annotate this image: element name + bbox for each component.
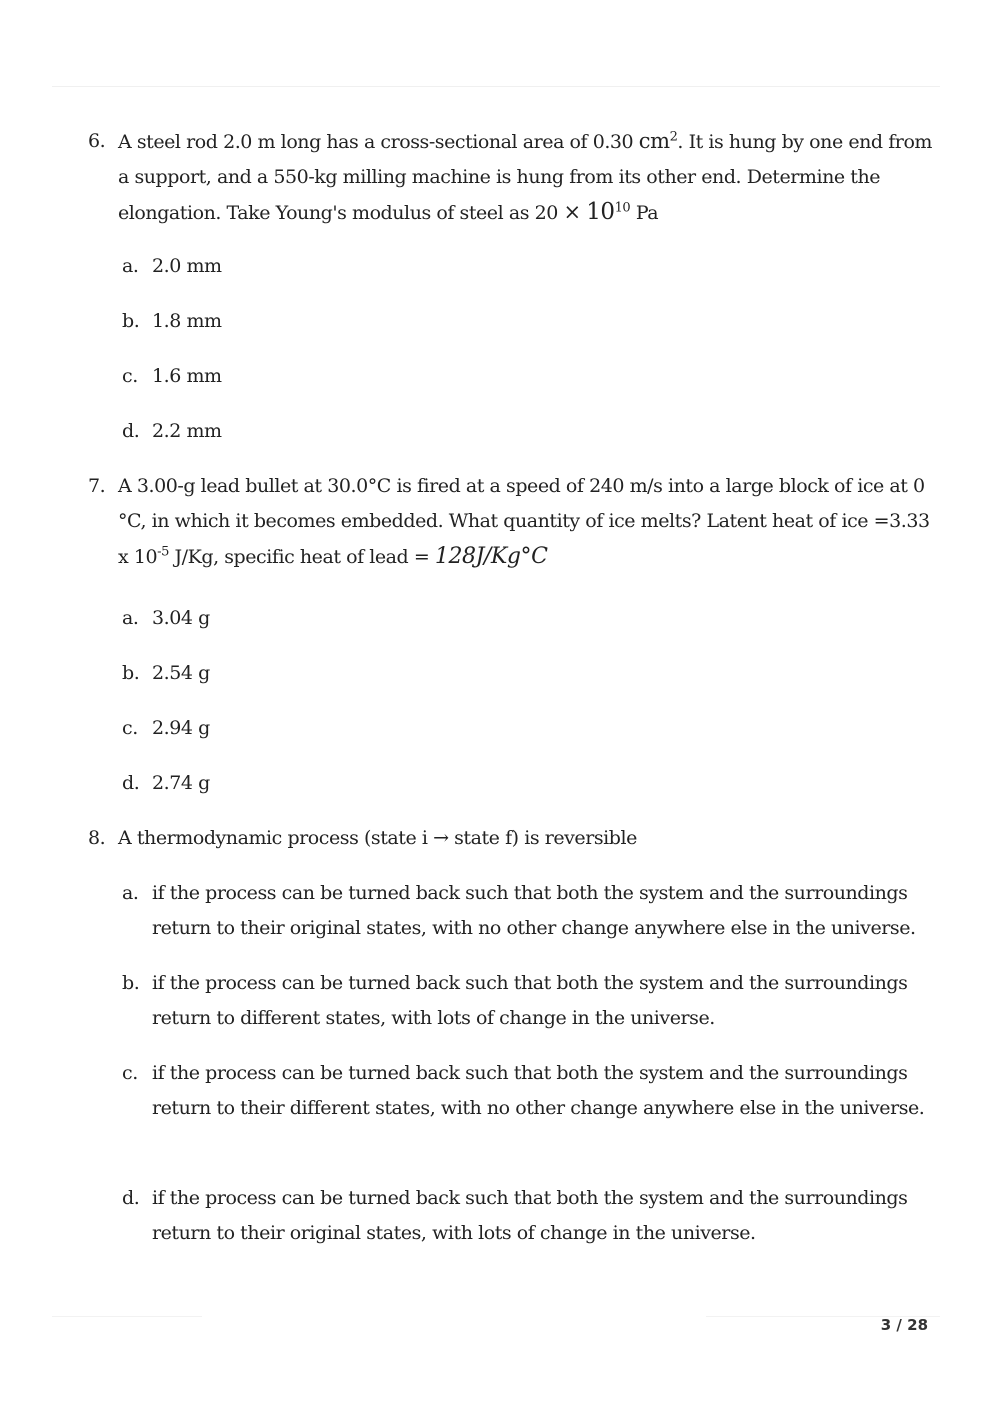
option-text: 1.6 mm bbox=[152, 365, 222, 387]
page-number: 3 / 28 bbox=[880, 1316, 928, 1334]
option-text: if the process can be turned back such that both the system and the surroundings return to their original states, with no other change anywhere else in the universe. bbox=[152, 882, 916, 939]
option-text: 1.8 mm bbox=[152, 310, 222, 332]
option-letter: c. bbox=[122, 717, 138, 739]
question-number: 8. bbox=[88, 827, 106, 849]
footer-divider-left bbox=[52, 1316, 202, 1317]
option-text: 2.0 mm bbox=[152, 255, 222, 277]
option-text: if the process can be turned back such that both the system and the surroundings return to different states, with lots of change in the universe. bbox=[152, 972, 908, 1029]
option-6a[interactable] bbox=[122, 249, 942, 284]
option-letter: a. bbox=[122, 882, 139, 904]
question-text: A steel rod 2.0 m long has a cross-sectional area of 0.30 $cm^2$. It is hung by one end from a support, and a 550-kg milling machine is hung from its other end. Determine the elongation. Take Young's modulus of steel as $20 \times 10^{10}$ Pa bbox=[118, 129, 932, 225]
option-text: 2.2 mm bbox=[152, 420, 222, 442]
option-letter: b. bbox=[122, 310, 140, 332]
option-8b[interactable] bbox=[122, 966, 942, 1036]
header-divider bbox=[52, 86, 940, 87]
option-text: if the process can be turned back such that both the system and the surroundings return to their different states, with no other change anywhere else in the universe. bbox=[152, 1062, 925, 1119]
option-7c[interactable] bbox=[122, 711, 942, 746]
option-7d[interactable] bbox=[122, 766, 942, 801]
option-letter: d. bbox=[122, 772, 140, 794]
option-8a[interactable] bbox=[122, 876, 942, 946]
option-letter: b. bbox=[122, 662, 140, 684]
option-letter: c. bbox=[122, 365, 138, 387]
question-text: A thermodynamic process (state i → state f) is reversible bbox=[118, 827, 637, 849]
option-letter: d. bbox=[122, 420, 140, 442]
option-text: if the process can be turned back such that both the system and the surroundings return to their original states, with lots of change in the universe. bbox=[152, 1187, 908, 1244]
option-letter: a. bbox=[122, 255, 139, 277]
option-letter: b. bbox=[122, 972, 140, 994]
question-7 bbox=[88, 469, 940, 575]
option-letter: d. bbox=[122, 1187, 140, 1209]
option-letter: c. bbox=[122, 1062, 138, 1084]
option-7b[interactable] bbox=[122, 656, 942, 691]
question-text: A 3.00-g lead bullet at 30.0°C is fired at a speed of 240 m/s into a large block of ice at 0 °C, in which it becomes embedded. What quantity of ice melts? Latent heat of ice =3.33 x $10^{-5}$ J/Kg, specific heat of lead = 128J/Kg°C bbox=[118, 475, 930, 569]
option-6b[interactable] bbox=[122, 304, 942, 339]
option-text: 2.54 g bbox=[152, 662, 210, 684]
option-8d[interactable] bbox=[122, 1181, 942, 1251]
option-letter: a. bbox=[122, 607, 139, 629]
question-number: 6. bbox=[88, 130, 106, 152]
option-7a[interactable] bbox=[122, 601, 942, 636]
option-6c[interactable] bbox=[122, 359, 942, 394]
option-text: 2.94 g bbox=[152, 717, 210, 739]
question-8 bbox=[88, 821, 940, 856]
option-text: 3.04 g bbox=[152, 607, 210, 629]
option-6d[interactable] bbox=[122, 414, 942, 449]
option-8c[interactable] bbox=[122, 1056, 942, 1126]
question-6 bbox=[88, 124, 940, 231]
question-number: 7. bbox=[88, 475, 106, 497]
option-text: 2.74 g bbox=[152, 772, 210, 794]
